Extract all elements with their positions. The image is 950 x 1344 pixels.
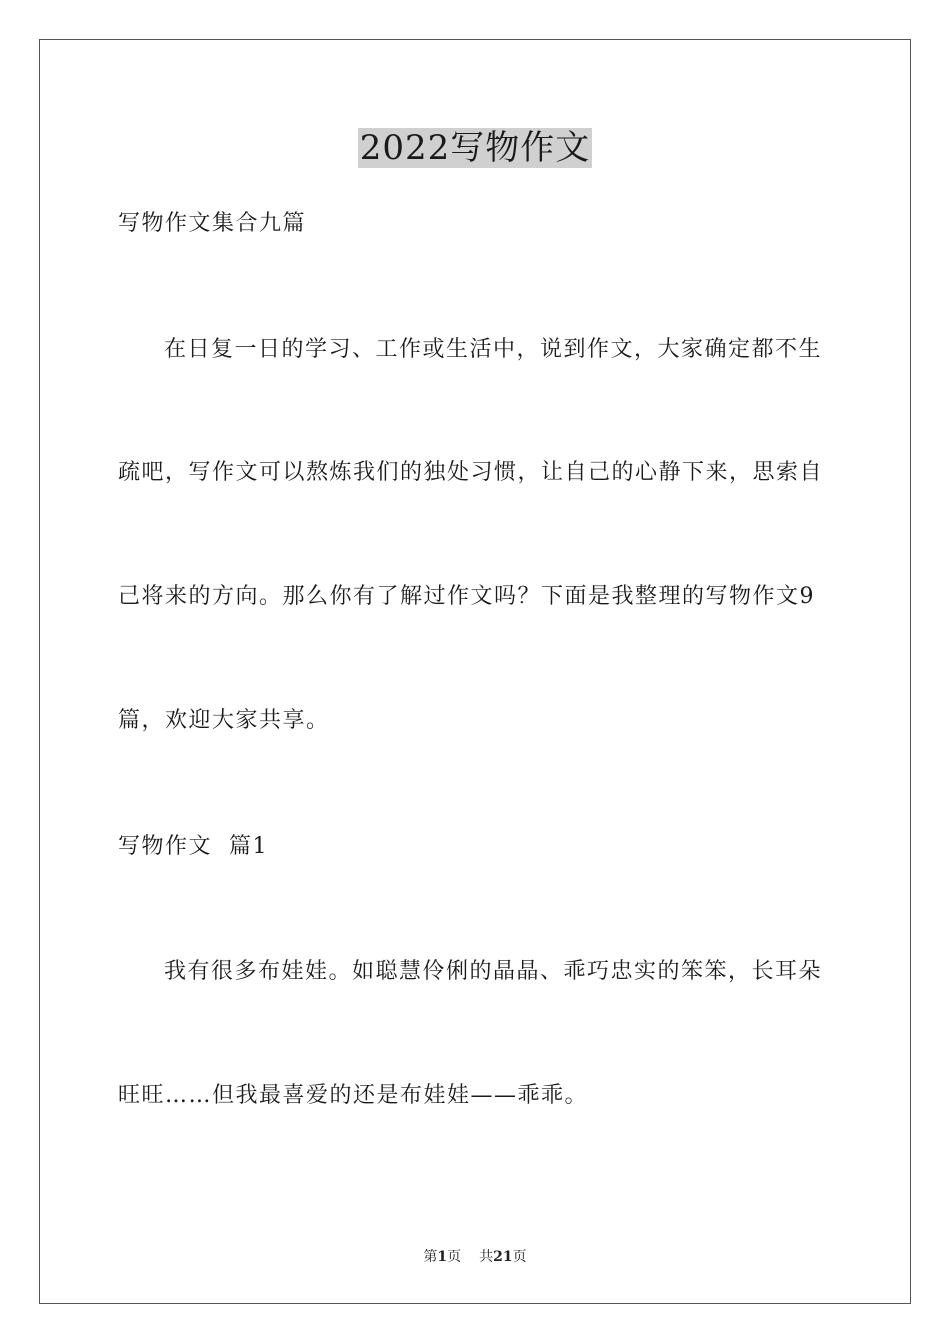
- collection-subtitle: 写物作文集合九篇: [118, 211, 307, 236]
- footer-total-pages: 21: [493, 1249, 513, 1265]
- footer-total-suffix: 页: [512, 1249, 527, 1265]
- document-title: [0, 126, 950, 170]
- page-footer: [0, 1248, 950, 1266]
- section-paragraph-line-2: 旺旺……但我最喜爱的还是布娃娃——乖乖。: [118, 1083, 589, 1108]
- section-paragraph-line-1: 我有很多布娃娃。如聪慧伶俐的晶晶、乖巧忠实的笨笨，长耳朵: [164, 959, 823, 984]
- section-heading: 写物作文 篇1: [118, 834, 268, 859]
- footer-page-suffix: 页: [447, 1249, 462, 1265]
- intro-paragraph-line-3: 己将来的方向。那么你有了解过作文吗？下面是我整理的写物作文9: [118, 584, 815, 609]
- intro-paragraph-line-2: 疏吧，写作文可以熬炼我们的独处习惯，让自己的心静下来，思索自: [118, 460, 824, 485]
- footer-page-prefix: 第: [423, 1249, 438, 1265]
- intro-paragraph-line-1: 在日复一日的学习、工作或生活中，说到作文，大家确定都不生: [164, 337, 823, 362]
- footer-current-page: 1: [437, 1249, 448, 1265]
- footer-total-prefix: 共: [479, 1249, 494, 1265]
- title-text: 2022写物作文: [359, 128, 591, 168]
- intro-paragraph-line-4: 篇，欢迎大家共享。: [118, 708, 330, 733]
